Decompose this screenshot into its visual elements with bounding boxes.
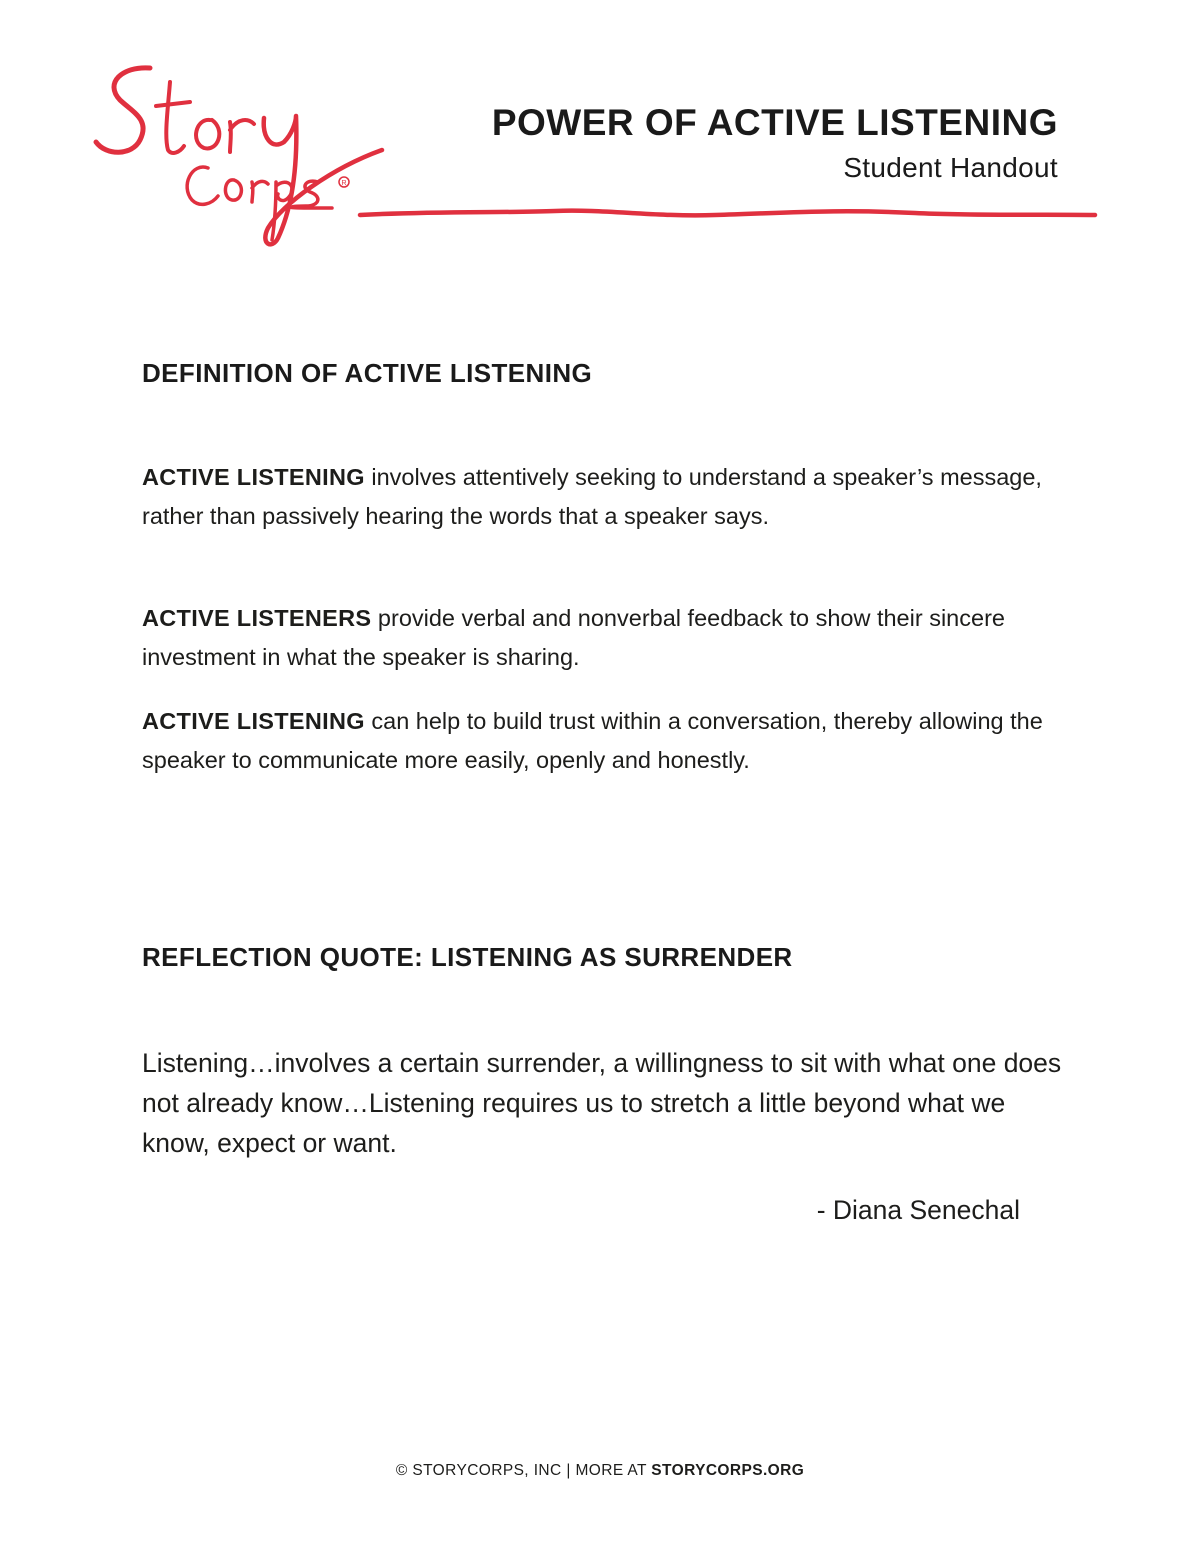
footer-copyright: © STORYCORPS, INC | MORE AT — [395, 1462, 652, 1479]
definition-text: provide verbal and nonverbal feedback to show their sincere investment in what the speaker is sharing. — [142, 605, 1005, 670]
definition-term: ACTIVE LISTENERS — [142, 605, 372, 631]
quote-author: - Diana Senechal — [816, 1195, 1020, 1225]
definition-term: ACTIVE LISTENING — [142, 708, 365, 734]
definition-paragraph — [142, 458, 1062, 535]
definition-heading: DEFINITION OF ACTIVE LISTENING — [142, 358, 593, 388]
definition-paragraph — [142, 702, 1062, 779]
reflection-quote: Listening…involves a certain surrender, a willingness to sit with what one does not already know…Listening requires us to stretch a little beyond what we know, expect or want. — [142, 1048, 1062, 1158]
definition-text: involves attentively seeking to understand a speaker’s message, rather than passively hearing the words that a speaker says. — [142, 464, 1042, 529]
footer — [0, 1462, 1200, 1480]
page-subtitle: Student Handout — [843, 152, 1058, 183]
storycorps-logo — [92, 58, 392, 253]
svg-text:R: R — [341, 180, 347, 187]
definition-text: can help to build trust within a conversation, thereby allowing the speaker to communicate more easily, openly and honestly. — [142, 708, 1043, 773]
reflection-heading: REFLECTION QUOTE: LISTENING AS SURRENDER — [142, 942, 793, 972]
header-divider — [355, 200, 1100, 230]
footer-site-link[interactable]: STORYCORPS.ORG — [651, 1462, 805, 1479]
definition-paragraph — [142, 599, 1062, 676]
registered-mark-icon — [339, 177, 349, 187]
page-title: POWER OF ACTIVE LISTENING — [491, 102, 1058, 143]
definition-term: ACTIVE LISTENING — [142, 464, 365, 490]
